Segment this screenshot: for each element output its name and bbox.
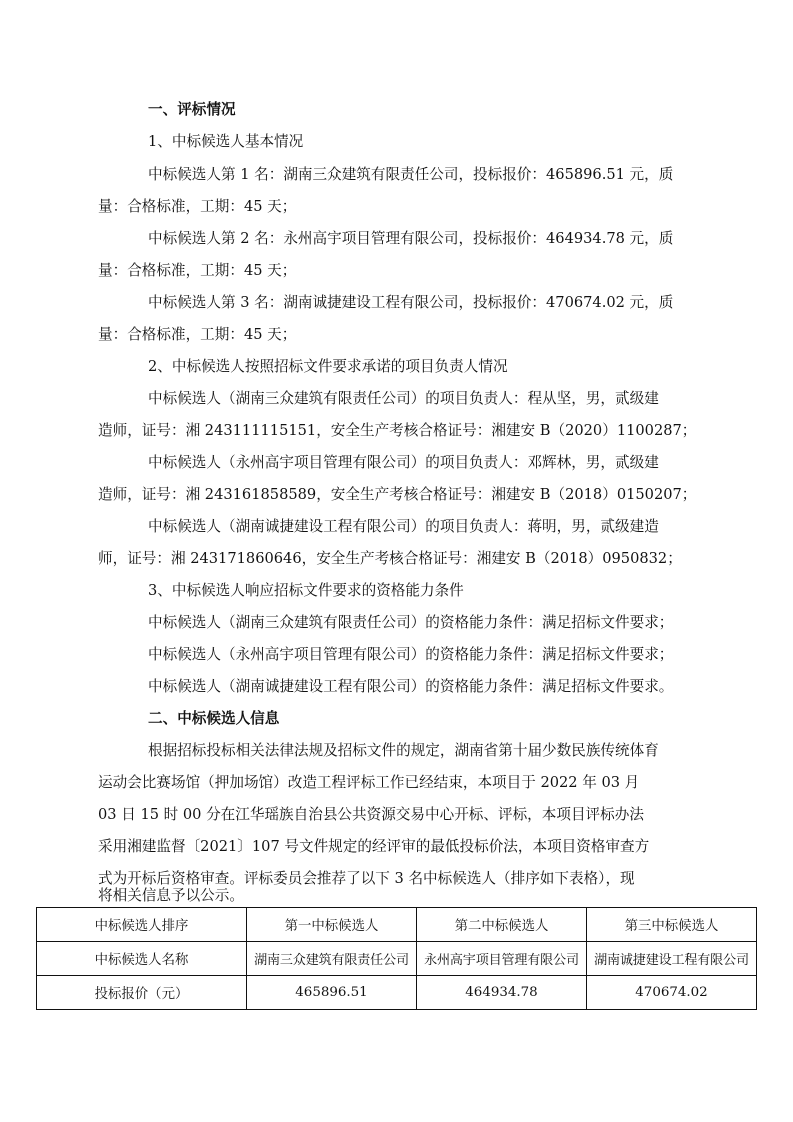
manager-2-line1: 中标候选人（永州高宇项目管理有限公司）的项目负责人：邓辉林，男，贰级建 (148, 454, 659, 471)
row-label: 投标报价（元） (37, 976, 247, 1010)
candidate-1-line1: 中标候选人第 1 名：湖南三众建筑有限责任公司，投标报价：465896.51 元，质 (148, 166, 674, 183)
manager-1-line1: 中标候选人（湖南三众建筑有限责任公司）的项目负责人：程从坚，男，贰级建 (148, 390, 659, 407)
manager-3-line1: 中标候选人（湖南诚捷建设工程有限公司）的项目负责人：蒋明，男，贰级建造 (148, 518, 659, 535)
candidate-3-line1: 中标候选人第 3 名：湖南诚捷建设工程有限公司，投标报价：470674.02 元，质 (148, 294, 674, 311)
manager-2-line2: 造师，证号：湘 243161858589，安全生产考核合格证号：湘建安 B（2018）0150207； (98, 486, 697, 503)
subheading-qualification: 3、中标候选人响应招标文件要求的资格能力条件 (148, 582, 464, 599)
table-cell: 464934.78 (417, 976, 587, 1010)
table-cell: 湖南诚捷建设工程有限公司 (587, 942, 757, 976)
paragraph-line-4: 采用湘建监督〔2021〕107 号文件规定的经评审的最低投标价法，本项目资格审查方 (98, 838, 650, 855)
table-cell: 永州高宇项目管理有限公司 (417, 942, 587, 976)
paragraph-line-2: 运动会比赛场馆（押加场馆）改造工程评标工作已经结束，本项目于 2022 年 03 月 (98, 774, 640, 791)
table-cell: 湖南三众建筑有限责任公司 (247, 942, 417, 976)
row-label: 中标候选人排序 (37, 908, 247, 942)
table-cell: 第一中标候选人 (247, 908, 417, 942)
table-row-name (37, 942, 757, 976)
table-cell: 第二中标候选人 (417, 908, 587, 942)
manager-3-line2: 师，证号：湘 243171860646，安全生产考核合格证号：湘建安 B（2018）0950832； (98, 550, 682, 567)
qualification-1: 中标候选人（湖南三众建筑有限责任公司）的资格能力条件：满足招标文件要求； (148, 614, 674, 631)
paragraph-line-6: 将相关信息予以公示。 (98, 887, 244, 904)
table-row-price (37, 976, 757, 1010)
manager-1-line2: 造师，证号：湘 243111115151，安全生产考核合格证号：湘建安 B（2020）1100287； (98, 422, 697, 439)
table-row-rank (37, 908, 757, 942)
table-cell: 465896.51 (247, 976, 417, 1010)
paragraph-line-5: 式为开标后资格审查。评标委员会推荐了以下 3 名中标候选人（排序如下表格），现 (98, 870, 635, 887)
subheading-basic-info: 1、中标候选人基本情况 (148, 133, 304, 150)
candidate-2-line2: 量：合格标准，工期：45 天； (98, 262, 297, 279)
qualification-2: 中标候选人（永州高宇项目管理有限公司）的资格能力条件：满足招标文件要求； (148, 646, 674, 663)
row-label: 中标候选人名称 (37, 942, 247, 976)
candidate-2-line1: 中标候选人第 2 名：永州高宇项目管理有限公司，投标报价：464934.78 元，质 (148, 230, 674, 247)
subheading-project-manager: 2、中标候选人按照招标文件要求承诺的项目负责人情况 (148, 358, 508, 375)
section-heading-candidate-info: 二、中标候选人信息 (148, 710, 280, 727)
candidate-1-line2: 量：合格标准，工期：45 天； (98, 198, 297, 215)
candidate-table (36, 907, 757, 1010)
table-cell: 第三中标候选人 (587, 908, 757, 942)
paragraph-line-1: 根据招标投标相关法律法规及招标文件的规定，湖南省第十届少数民族传统体育 (148, 742, 659, 759)
table-cell: 470674.02 (587, 976, 757, 1010)
paragraph-line-3: 03 日 15 时 00 分在江华瑶族自治县公共资源交易中心开标、评标，本项目评标办法 (98, 806, 644, 823)
qualification-3: 中标候选人（湖南诚捷建设工程有限公司）的资格能力条件：满足招标文件要求。 (148, 678, 674, 695)
candidate-3-line2: 量：合格标准，工期：45 天； (98, 326, 297, 343)
section-heading-evaluation: 一、评标情况 (148, 101, 236, 118)
